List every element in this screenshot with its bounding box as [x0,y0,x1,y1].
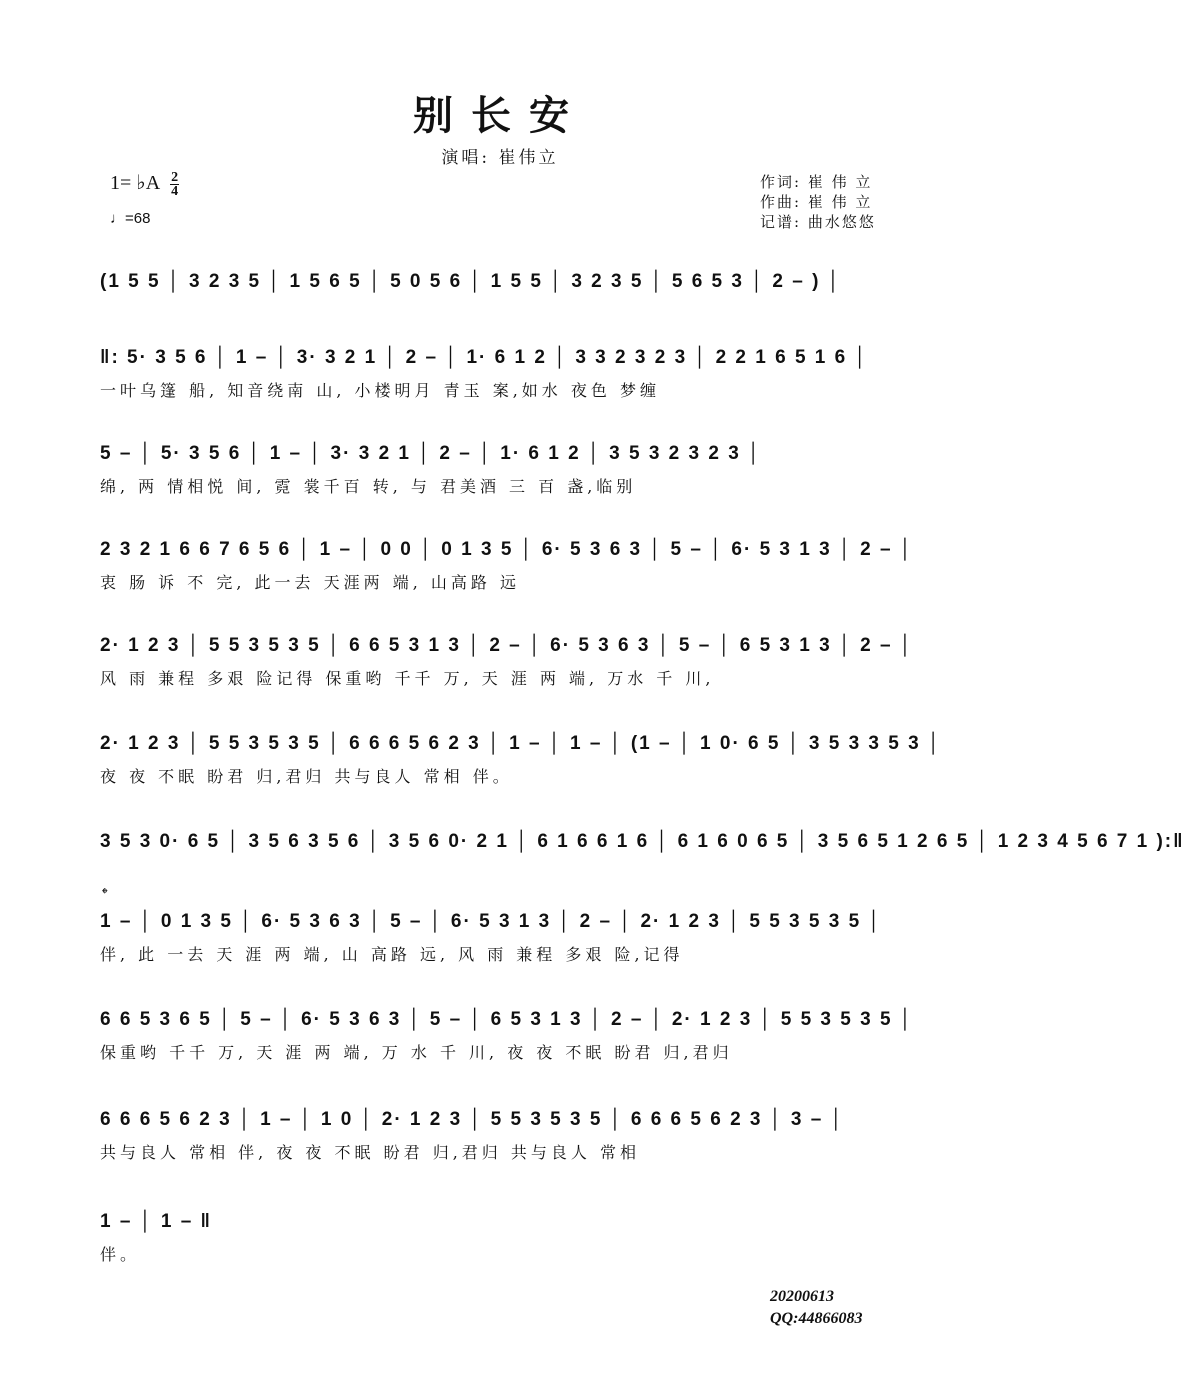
lyricist-credit: 作词: 崔 伟 立 [760,173,873,191]
stave-lyrics: 风 雨 兼程 多艰 险记得 保重哟 千千 万, 天 涯 两 端, 万水 千 川, [100,669,715,688]
key-label: 1= ♭A [110,172,160,194]
stave-notes: 2 3 2 1 6 6 7 6 5 6 │ 1 – │ 0 0 │ 0 1 3 5 │ 6· 5 3 6 3 │ 5 – │ 6· 5 3 1 3 │ 2 – │ [100,539,914,560]
stave-notes: 6 6 6 5 6 2 3 │ 1 – │ 1 0 │ 2· 1 2 3 │ 5 5 3 5 3 5 │ 6 6 6 5 6 2 3 │ 3 – │ [100,1109,845,1130]
time-signature-top: 2 [171,169,179,185]
stave-lyrics: 保重哟 千千 万, 天 涯 两 端, 万 水 千 川, 夜 夜 不眠 盼君 归,君归 [100,1043,733,1062]
stave-lyrics: 共与良人 常相 伴, 夜 夜 不眠 盼君 归,君归 共与良人 常相 [100,1143,640,1162]
stave-notes: 2· 1 2 3 │ 5 5 3 5 3 5 │ 6 6 6 5 6 2 3 │ 1 – │ 1 – │ (1 – │ 1 0· 6 5 │ 3 5 3 3 5 3 │ [100,733,942,754]
composer-credit: 作曲: 崔 伟 立 [760,193,873,211]
stave-notes: 1 – │ 1 – ‖ [100,1211,212,1232]
time-signature-bottom: 4 [171,183,179,199]
stave-lyrics: 夜 夜 不眠 盼君 归,君归 共与良人 常相 伴。 [100,767,513,786]
stave-notes: (1 5 5 │ 3 2 3 5 │ 1 5 6 5 │ 5 0 5 6 │ 1 5 5 │ 3 2 3 5 │ 5 6 5 3 │ 2 – ) │ [100,271,842,292]
stave-lyrics [100,302,900,332]
footer-date: 20200613 [770,1288,834,1305]
footer-qq: QQ:44866083 [770,1310,863,1327]
stave-notes: 1 – │ 0 1 3 5 │ 6· 5 3 6 3 │ 5 – │ 6· 5 3 1 3 │ 2 – │ 2· 1 2 3 │ 5 5 3 5 3 5 │ [100,911,883,932]
stave-lyrics: 伴, 此 一去 天 涯 两 端, 山 高路 远, 风 雨 兼程 多艰 险,记得 [100,945,684,964]
stave-lyrics [100,862,900,892]
stave-notes: ‖: 5· 3 5 6 │ 1 – │ 3· 3 2 1 │ 2 – │ 1· 6 1 2 │ 3 3 2 3 2 3 │ 2 2 1 6 5 1 6 │ [100,347,869,368]
stave-lyrics: 伴。 [100,1245,141,1264]
song-title: 别长安 [413,92,587,139]
transcriber-credit: 记谱: 曲水悠悠 [760,213,876,231]
stave-lyrics: 一叶乌篷 船, 知音绕南 山, 小楼明月 青玉 案,如水 夜色 梦缠 [100,381,660,400]
singer-credit: 演唱: 崔伟立 [441,148,559,168]
stave-notes: 6 6 5 3 6 5 │ 5 – │ 6· 5 3 6 3 │ 5 – │ 6 5 3 1 3 │ 2 – │ 2· 1 2 3 │ 5 5 3 5 3 5 │ [100,1009,914,1030]
tempo-marking: ♩=68 [110,210,151,227]
key-signature [110,170,179,198]
stave-lyrics: 衷 肠 诉 不 完, 此一去 天涯两 端, 山高路 远 [100,573,520,592]
coda-sign-icon: 𝄌 [102,884,108,903]
stave-notes: 2· 1 2 3 │ 5 5 3 5 3 5 │ 6 6 5 3 1 3 │ 2 – │ 6· 5 3 6 3 │ 5 – │ 6 5 3 1 3 │ 2 – │ [100,635,914,656]
stave-notes: 5 – │ 5· 3 5 6 │ 1 – │ 3· 3 2 1 │ 2 – │ 1· 6 1 2 │ 3 5 3 2 3 2 3 │ [100,443,762,464]
credits-block [760,172,876,232]
footer [770,1286,862,1330]
time-signature [170,171,179,198]
stave-notes: 3 5 3 0· 6 5 │ 3 5 6 3 5 6 │ 3 5 6 0· 2 1 │ 6 1 6 6 1 6 │ 6 1 6 0 6 5 │ 3 5 6 5 1 2 6 5 │ 1 2 3 4 5 6 7 1 ):‖ [100,831,1185,852]
stave-lyrics: 绵, 两 情相悦 间, 霓 裳千百 转, 与 君美酒 三 百 盏,临别 [100,477,637,496]
